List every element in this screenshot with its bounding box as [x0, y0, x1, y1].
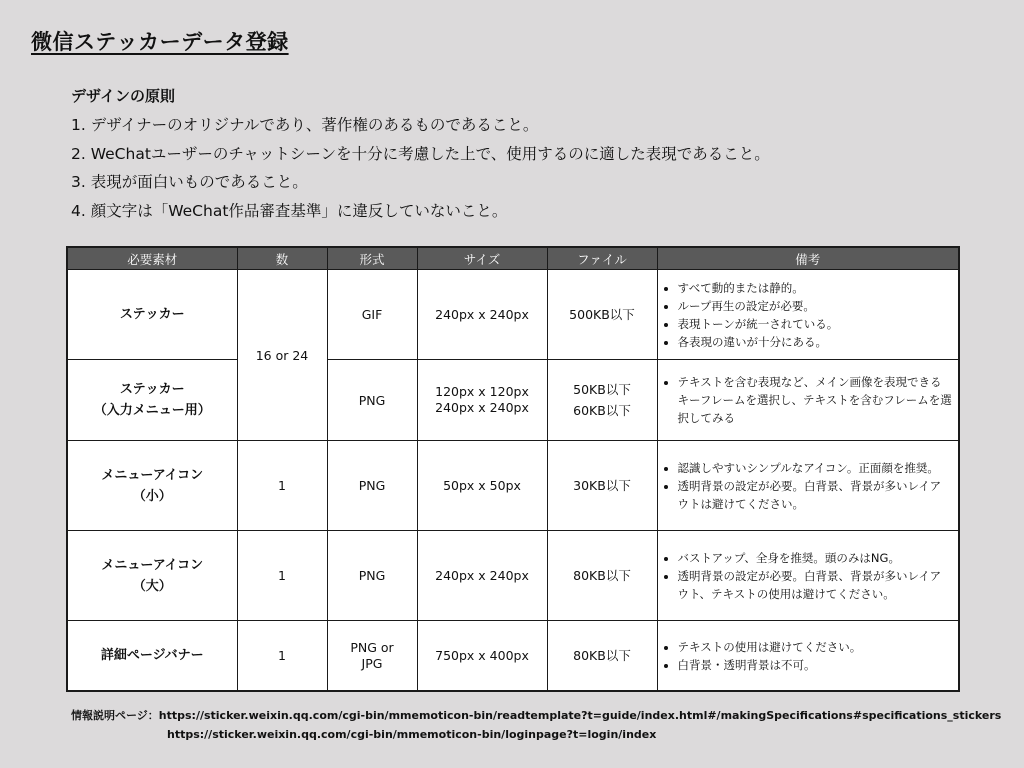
principle-item: 2. WeChatユーザーのチャットシーンを十分に考慮した上で、使用するのに適した表現であること。: [71, 144, 770, 163]
cell-file: [547, 531, 657, 621]
count-value: 16 or 24: [255, 347, 309, 363]
design-principles: [71, 85, 770, 225]
notes-list: [666, 638, 953, 674]
cell-format: [327, 441, 417, 531]
info-label: 情報説明ページ：: [71, 709, 159, 722]
note-item: • テキストを含む表現など、メイン画像を表現できるキーフレームを選択し、テキストを含むフレームを選択してみる: [678, 373, 953, 427]
size-value: 240px x 240px: [435, 307, 529, 322]
note-item: • 各表現の違いが十分にある。: [678, 333, 953, 351]
cell-format: [327, 531, 417, 621]
file-value: 60KB以下: [573, 403, 631, 418]
file-value: 50KB以下: [573, 382, 631, 397]
count-value: 1: [278, 568, 286, 583]
table-row: [67, 270, 959, 360]
cell-material: [67, 531, 237, 621]
file-value: 80KB以下: [573, 648, 631, 663]
table-row: [67, 531, 959, 621]
size-value: 240px x 240px: [435, 400, 529, 415]
cell-notes: [657, 360, 959, 441]
table-header-row: [67, 247, 959, 270]
cell-file: [547, 270, 657, 360]
format-value: PNG: [358, 478, 386, 493]
material-subtitle: （大）: [132, 578, 172, 594]
page-title: 微信ステッカーデータ登録: [31, 30, 289, 54]
notes-list: [666, 373, 953, 427]
material-name: ステッカー: [119, 382, 185, 397]
format-value: GIF: [361, 307, 383, 322]
note-item: • バストアップ、全身を推奨。頭のみはNG。: [678, 549, 953, 567]
format-value: PNG: [358, 568, 386, 583]
material-subtitle: （入力メニュー用）: [93, 403, 211, 418]
note-item: • 透明背景の設定が必要。白背景、背景が多いレイアウトは避けてください。: [678, 477, 953, 513]
cell-notes: [657, 621, 959, 692]
principles-heading: デザインの原則: [71, 87, 175, 105]
cell-notes: [657, 531, 959, 621]
cell-file: [547, 360, 657, 441]
cell-size: [417, 441, 547, 531]
material-name: メニューアイコン: [101, 557, 204, 573]
cell-format: [327, 270, 417, 360]
header-count: 数: [237, 247, 327, 270]
cell-size: [417, 360, 547, 441]
cell-count: [237, 270, 327, 441]
header-format: 形式: [327, 247, 417, 270]
notes-list: [666, 279, 953, 351]
notes-list: [666, 549, 953, 603]
note-item: • 認識しやすいシンプルなアイコン。正面顔を推奨。: [678, 459, 953, 477]
info-pages: [71, 707, 1001, 749]
cell-format: [327, 360, 417, 441]
size-value: 750px x 400px: [435, 648, 529, 663]
cell-count: [237, 621, 327, 692]
notes-list: [666, 459, 953, 513]
table-row: [67, 441, 959, 531]
cell-material: [67, 270, 237, 360]
cell-notes: [657, 270, 959, 360]
note-item: • 表現トーンが統一されている。: [678, 315, 953, 333]
material-subtitle: （小）: [132, 488, 172, 504]
count-value: 1: [278, 478, 286, 493]
cell-notes: [657, 441, 959, 531]
cell-size: [417, 270, 547, 360]
info-link[interactable]: https://sticker.weixin.qq.com/cgi-bin/mmemoticon-bin/loginpage?t=login/index: [167, 728, 657, 741]
header-file: ファイル: [547, 247, 657, 270]
count-value: 1: [278, 648, 286, 663]
info-link[interactable]: https://sticker.weixin.qq.com/cgi-bin/mmemoticon-bin/readtemplate?t=guide/index.html#/makingSpecifications#specifications_stickers: [158, 709, 1002, 722]
note-item: • すべて動的または静的。: [678, 279, 953, 297]
principles-list: [71, 111, 770, 225]
cell-material: [67, 360, 237, 441]
format-value: JPG: [361, 655, 383, 671]
principle-item: 1. デザイナーのオリジナルであり、著作権のあるものであること。: [71, 116, 539, 134]
format-value: PNG: [358, 392, 386, 408]
table-row: [67, 360, 959, 441]
material-name: ステッカー: [119, 307, 185, 322]
cell-format: [327, 621, 417, 692]
header-size: サイズ: [417, 247, 547, 270]
table-row: [67, 621, 959, 692]
info-row: [71, 728, 1001, 749]
file-value: 500KB以下: [569, 307, 635, 322]
note-item: • 透明背景の設定が必要。白背景、背景が多いレイアウト、テキストの使用は避けてください。: [678, 567, 953, 603]
size-value: 120px x 120px: [435, 384, 529, 399]
cell-size: [417, 531, 547, 621]
material-name: メニューアイコン: [101, 467, 204, 483]
cell-size: [417, 621, 547, 692]
cell-material: [67, 441, 237, 531]
cell-material: [67, 621, 237, 692]
note-item: • テキストの使用は避けてください。: [678, 638, 953, 656]
size-value: 50px x 50px: [443, 478, 521, 493]
format-value: PNG or: [350, 639, 394, 655]
size-value: 240px x 240px: [435, 568, 529, 583]
header-material: 必要素材: [67, 247, 237, 270]
file-value: 30KB以下: [573, 478, 631, 493]
note-item: • ループ再生の設定が必要。: [678, 297, 953, 315]
cell-file: [547, 621, 657, 692]
header-notes: 備考: [657, 247, 959, 270]
principle-item: 4. 顔文字は「WeChat作品審査基準」に違反していないこと。: [71, 201, 508, 220]
cell-file: [547, 441, 657, 531]
spec-table: [66, 246, 960, 692]
file-value: 80KB以下: [573, 568, 631, 583]
cell-count: [237, 531, 327, 621]
info-row: [71, 707, 1001, 728]
principle-item: 3. 表現が面白いものであること。: [71, 173, 308, 191]
material-name: 詳細ページバナー: [100, 648, 204, 663]
note-item: • 白背景・透明背景は不可。: [678, 656, 953, 674]
cell-count: [237, 441, 327, 531]
